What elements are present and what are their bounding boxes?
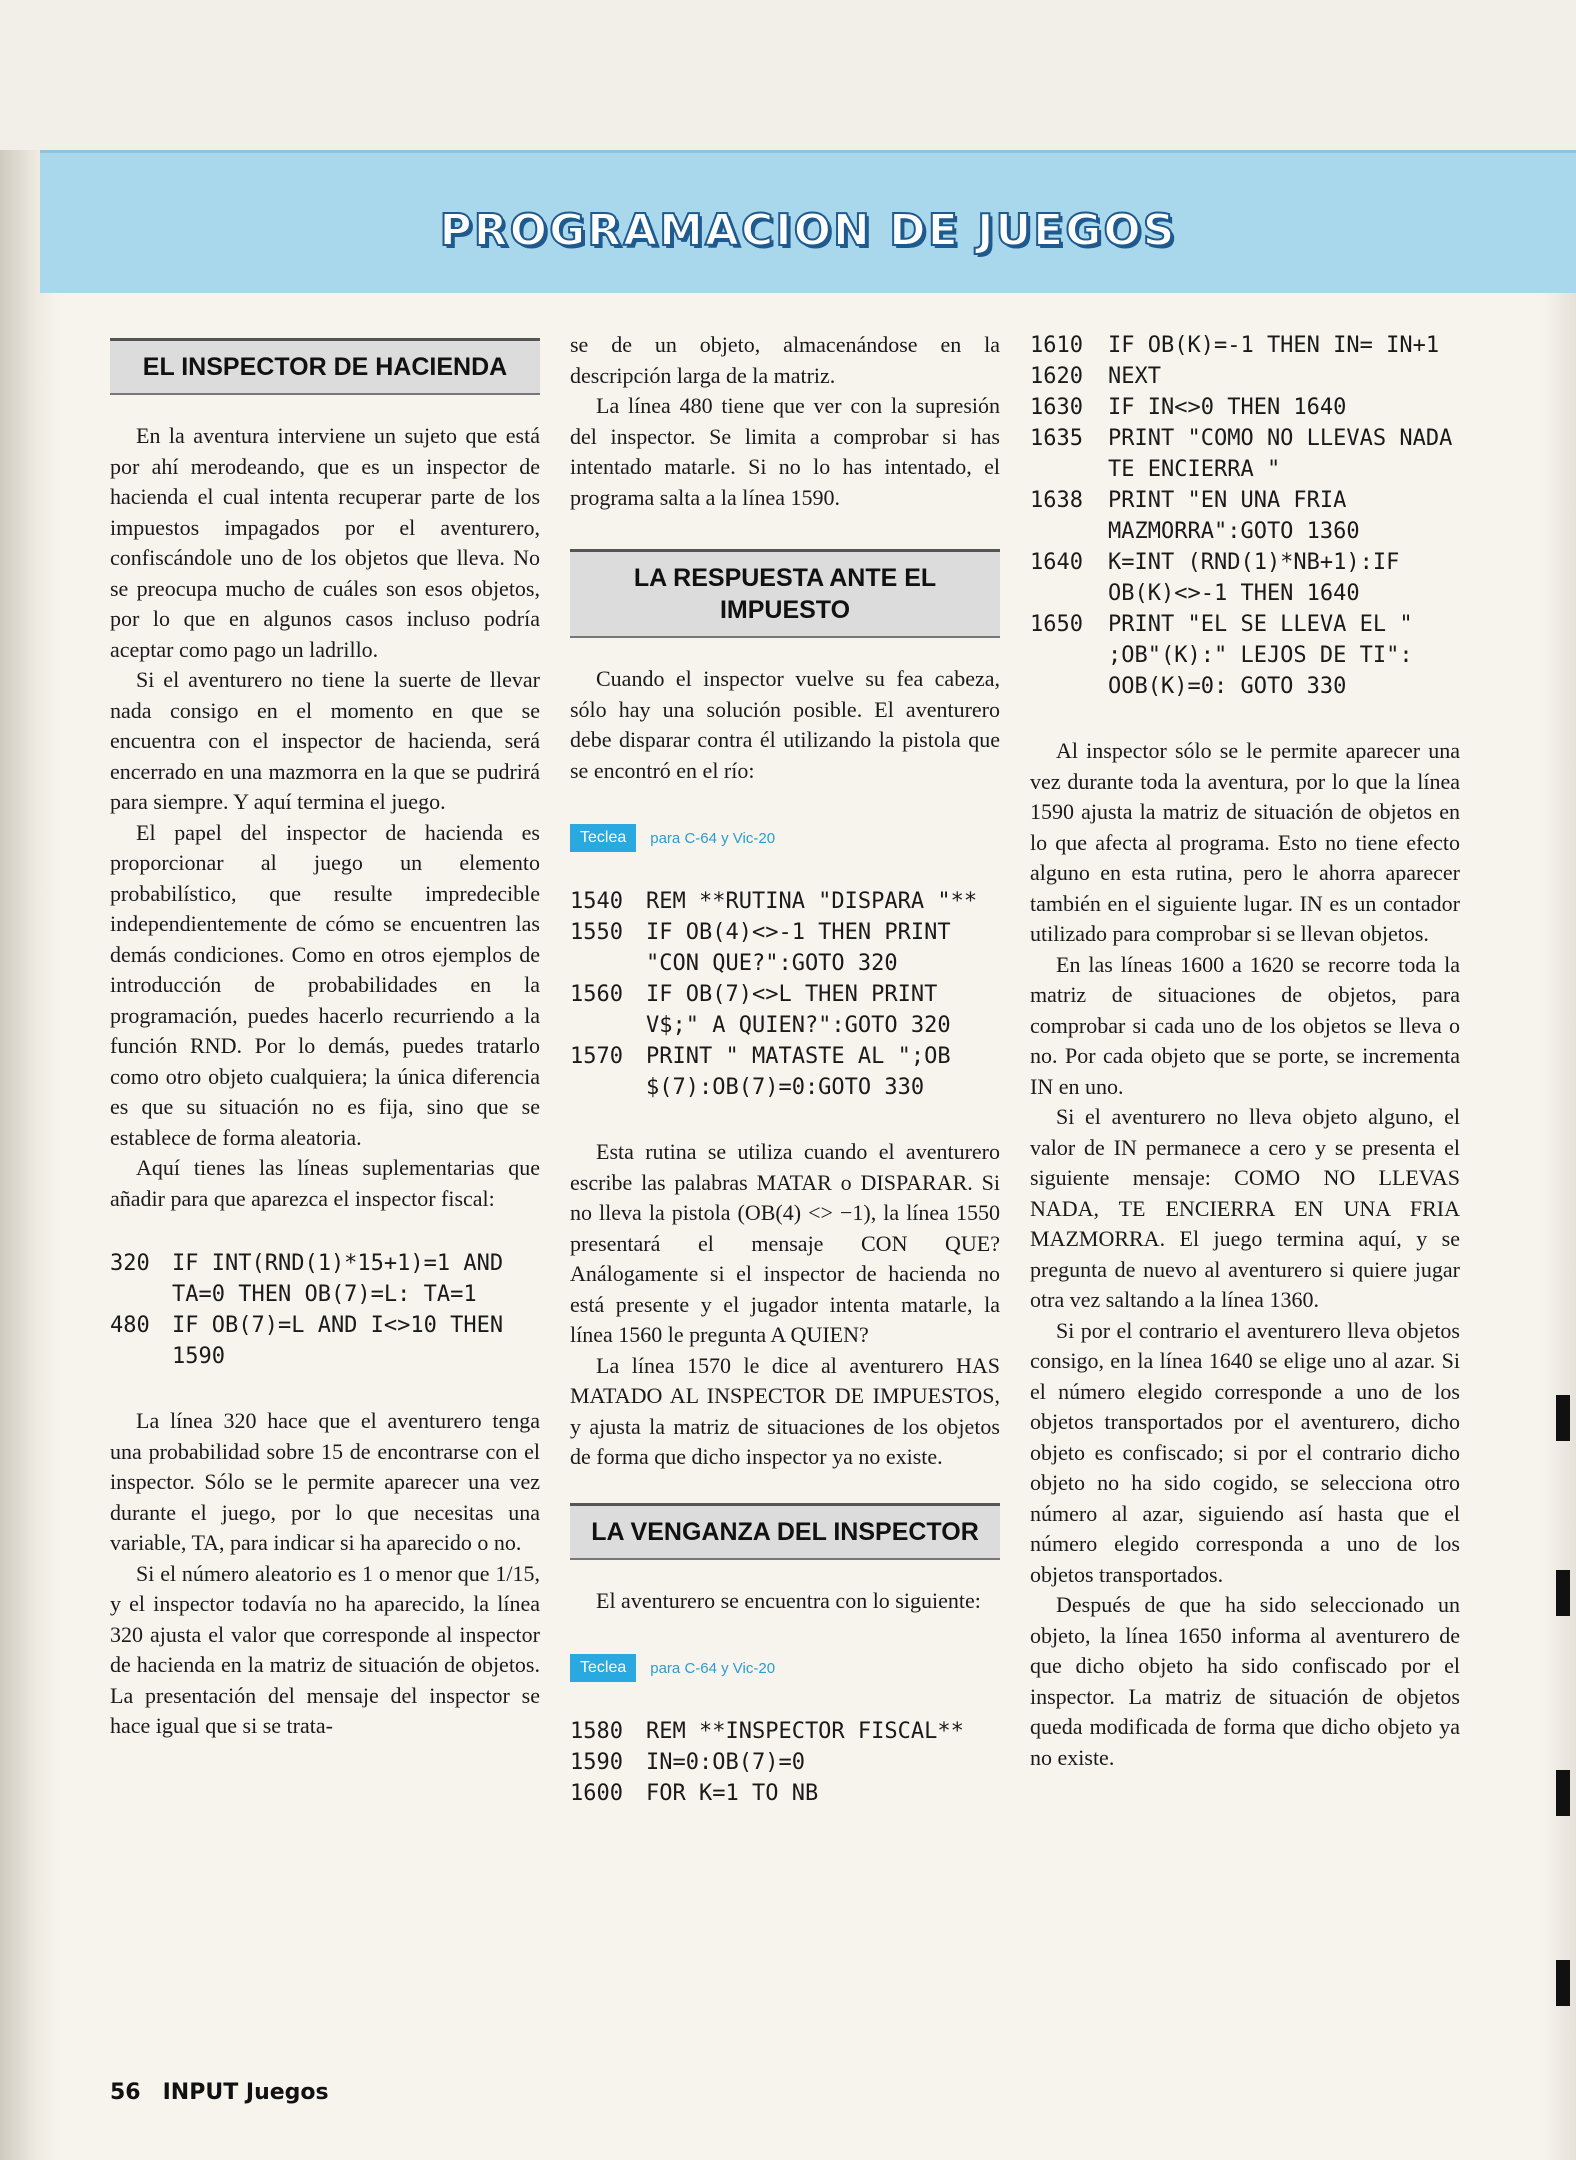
paragraph: Aquí tienes las líneas suplementarias que añadir para que aparezca el inspector fiscal: [110, 1155, 540, 1211]
paragraph: Si el aventurero no lleva objeto alguno, el valor de IN permanece a cero y se presenta el siguiente mensaje: COMO NO LLEVAS NADA, TE ENCIERRA EN UNA FRIA MAZMORRA. El juego termina aquí, y se pregunta de nuevo al aventurero si quiere jugar otra vez saltando a la línea 1360. [1030, 1104, 1460, 1312]
code-listing [570, 1716, 1000, 1809]
paragraph: La línea 320 hace que el aventurero tenga una probabilidad sobre 15 de encontrarse con el inspector. Sólo se le permite aparecer una vez durante el juego, por lo que necesitas una variable, TA, para indicar si ha aparecido o no. [110, 1408, 540, 1555]
line-number: 1635 [1030, 426, 1083, 451]
edge-mark [1556, 1570, 1570, 1616]
page-number: 56 [110, 2080, 141, 2105]
code-line [1030, 423, 1466, 485]
teclea-badge: Teclea [570, 1654, 636, 1682]
code-line [1030, 609, 1460, 702]
code-line [110, 1310, 540, 1372]
line-number: 1580 [570, 1719, 623, 1744]
paragraph: La línea 1570 le dice al aventurero HAS MATADO AL INSPECTOR DE IMPUESTOS, y ajusta la matriz de situaciones de los objetos de forma que dicho inspector ya no existe. [570, 1352, 1000, 1469]
code-line [570, 917, 1000, 979]
code-text: IF INT(RND(1)*15+1)=1 AND TA=0 THEN OB(7)=L: TA=1 [172, 1251, 517, 1307]
edge-mark [1556, 1395, 1570, 1441]
code-line [1030, 547, 1460, 609]
code-text: IF IN<>0 THEN 1640 [1108, 395, 1347, 420]
paragraph: Esta rutina se utiliza cuando el aventurero escribe las palabras MATAR o DISPARAR. Si no lleva la pistola (OB(4) <> −1), la línea 1550 presentará el mensaje CON QUE? Análogamente si el inspector de hacienda no está presente y el jugador intenta matarle, la línea 1560 le pregunta A QUIEN? [570, 1139, 1000, 1347]
paragraph: Si por el contrario el aventurero lleva objetos consigo, en la línea 1640 se elige uno al azar. Si el número elegido corresponde a uno de los objetos transportados por el aventurero, dicho objeto es confiscado; si por el contrario dicho objeto no ha sido cogido, se selecciona otro número al azar, siguiendo así hasta que el número elegido corresponda a uno de los objetos transportados. [1030, 1317, 1460, 1587]
code-text: REM **RUTINA "DISPARA "** [646, 889, 978, 914]
code-line [570, 1778, 1000, 1809]
code-line [570, 1716, 1000, 1747]
line-number: 1590 [570, 1750, 623, 1775]
code-text: PRINT " MATASTE AL ";OB $(7):OB(7)=0:GOTO 330 [646, 1044, 964, 1100]
code-text: PRINT "EN UNA FRIA MAZMORRA":GOTO 1360 [1108, 488, 1360, 544]
teclea-badge: Teclea [570, 824, 636, 852]
code-text: PRINT "COMO NO LLEVAS NADA TE ENCIERRA " [1108, 426, 1466, 482]
code-text: IF OB(7)=L AND I<>10 THEN 1590 [172, 1313, 517, 1369]
paragraph: se de un objeto, almacenándose en la descripción larga de la matriz. [570, 332, 1000, 388]
paragraph: Cuando el inspector vuelve su fea cabeza, sólo hay una solución posible. El aventurero debe disparar contra él utilizando la pistola que se encontró en el río: [570, 666, 1000, 783]
teclea-row [570, 1654, 1000, 1682]
code-line [570, 979, 1000, 1041]
code-listing [1030, 330, 1466, 702]
paragraph: Al inspector sólo se le permite aparecer una vez durante toda la aventura, por lo que la línea 1590 ajusta la matriz de situación de objetos en lo que afecta al programa. Esto no tiene efecto alguno en esta rutina, pero le ahorra aparecer también en el siguiente lugar. IN es un contador utilizado para comprobar si se llevan objetos. [1030, 738, 1460, 946]
section-title: PROGRAMACION DE JUEGOS [439, 205, 1177, 256]
code-line [1030, 330, 1460, 361]
code-line [570, 1041, 1000, 1103]
code-text: PRINT "EL SE LLEVA EL " ;OB"(K):" LEJOS DE TI": OOB(K)=0: GOTO 330 [1108, 612, 1426, 699]
line-number: 1560 [570, 982, 623, 1007]
paragraph: Si el aventurero no tiene la suerte de llevar nada consigo en el momento en que se encuentra con el inspector de hacienda, será encerrado en una mazmorra en la que se pudrirá para siempre. Y aquí termina el juego. [110, 667, 540, 814]
code-text: REM **INSPECTOR FISCAL** [646, 1719, 964, 1744]
column-2 [570, 330, 1000, 1843]
page-footer [110, 2080, 351, 2105]
paragraph: El papel del inspector de hacienda es proporcionar al juego un elemento probabilístico, que resulte impredecible independientemente de cómo se encuentren las demás condiciones. Como en otros ejemplos de introducción de probabilidades en la programación, puedes hacerlo recurriendo a la función RND. Por lo demás, puedes tratarlo como otro objeto cualquiera; la única diferencia es que su situación no es fija, sino que se establece de forma aleatoria. [110, 819, 540, 1150]
edge-mark [1556, 1960, 1570, 2006]
code-text: IF OB(7)<>L THEN PRINT V$;" A QUIEN?":GOTO 320 [646, 982, 951, 1038]
paragraph: En la aventura interviene un sujeto que está por ahí merodeando, que es un inspector de hacienda el cual intenta recuperar parte de los impuestos impagados por el aventurero, confiscándole uno de los objetos que lleva. No se preocupa mucho de cuáles son esos objetos, por lo que en algunos casos incluso podría aceptar como pago un ladrillo. [110, 423, 540, 662]
column-3 [1030, 330, 1466, 1773]
teclea-note: para C-64 y Vic-20 [650, 829, 776, 847]
code-line [570, 1747, 1000, 1778]
edge-mark [1556, 1770, 1570, 1816]
line-number: 1600 [570, 1781, 623, 1806]
code-line [1030, 361, 1460, 392]
code-line [1030, 485, 1460, 547]
line-number: 1638 [1030, 488, 1083, 513]
code-listing [110, 1248, 540, 1372]
line-number: 1610 [1030, 333, 1083, 358]
page-top-margin [0, 0, 1576, 150]
heading-el-inspector: EL INSPECTOR DE HACIENDA [110, 338, 540, 395]
code-text: NEXT [1108, 364, 1161, 389]
teclea-row [570, 824, 1000, 852]
line-number: 320 [110, 1251, 150, 1276]
line-number: 480 [110, 1313, 150, 1338]
code-text: IF OB(K)=-1 THEN IN= IN+1 [1108, 333, 1440, 358]
paragraph: Después de que ha sido seleccionado un objeto, la línea 1650 informa al aventurero de que dicho objeto ha sido confiscado por el inspector. La matriz de situación de objetos queda modificada de forma que dicho objeto ya no existe. [1030, 1592, 1460, 1770]
line-number: 1550 [570, 920, 623, 945]
publication-name: INPUT Juegos [162, 2080, 329, 2105]
column-1 [110, 330, 540, 1742]
paragraph: Si el número aleatorio es 1 o menor que 1/15, y el inspector todavía no ha aparecido, la línea 320 ajusta el valor que corresponde al inspector de hacienda en la matriz de situación de objetos. La presentación del mensaje del inspector se hace igual que si se trata- [110, 1560, 540, 1738]
line-number: 1630 [1030, 395, 1083, 420]
paragraph: El aventurero se encuentra con lo siguiente: [596, 1587, 981, 1613]
code-text: K=INT (RND(1)*NB+1):IF OB(K)<>-1 THEN 1640 [1108, 550, 1413, 606]
line-number: 1540 [570, 889, 623, 914]
code-text: FOR K=1 TO NB [646, 1781, 819, 1806]
paragraph: En las líneas 1600 a 1620 se recorre toda la matriz de situaciones de objetos, para comprobar si cada uno de los objetos se lleva o no. Por cada objeto que se porte, se incrementa IN en uno. [1030, 951, 1460, 1099]
line-number: 1570 [570, 1044, 623, 1069]
heading-respuesta: LA RESPUESTA ANTE EL IMPUESTO [570, 549, 1000, 638]
heading-venganza: LA VENGANZA DEL INSPECTOR [570, 1503, 1000, 1560]
code-line [570, 886, 1000, 917]
line-number: 1650 [1030, 612, 1083, 637]
line-number: 1620 [1030, 364, 1083, 389]
code-line [110, 1248, 540, 1310]
paragraph: La línea 480 tiene que ver con la supresión del inspector. Se limita a comprobar si has intentado matarle. Si no lo has intentado, el programa salta a la línea 1590. [570, 393, 1000, 510]
line-number: 1640 [1030, 550, 1083, 575]
code-text: IF OB(4)<>-1 THEN PRINT "CON QUE?":GOTO 320 [646, 920, 964, 976]
code-line [1030, 392, 1460, 423]
code-listing [570, 886, 1000, 1103]
code-text: IN=0:OB(7)=0 [646, 1750, 805, 1775]
teclea-note: para C-64 y Vic-20 [650, 1659, 776, 1677]
